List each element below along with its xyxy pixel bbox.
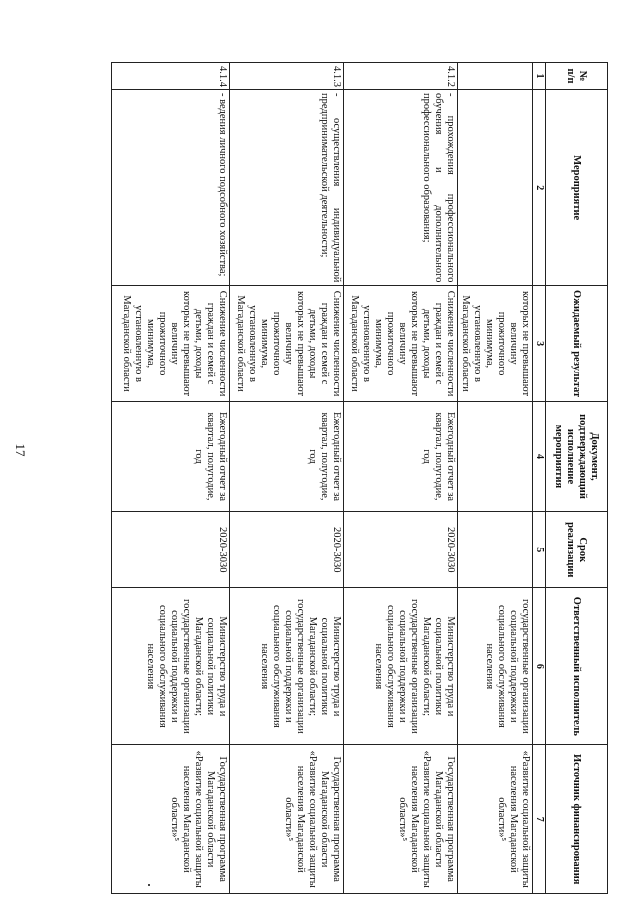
row-term: 2020-3030 [344,512,458,588]
row-document: Ежегодный отчет за квартал, полугодие, год [230,401,344,511]
row-document: Ежегодный отчет за квартал, полугодие, год [112,401,230,511]
row-executor: Министерство труда и социальной политики Магаданской области; государственные организации социальной поддержки и социального обслуживания населения [344,588,458,745]
header-term: Срок реализации [546,512,608,588]
header-document: Документ, подтверждающий исполнение мероприятия [546,401,608,511]
column-number: 4 [533,401,546,511]
row-num [458,63,533,90]
column-number: 7 [533,745,546,894]
row-term: 2020-3030 [230,512,344,588]
rotated-table-page [107,62,608,894]
header-funding: Источник финансирования [546,745,608,894]
row-num: 4.1.3 [230,63,344,90]
row-activity: - прохождения профессионального обучения и дополнительного профессионального образования; [344,90,458,286]
table-row [458,63,533,894]
activities-table [111,62,608,894]
column-number: 5 [533,512,546,588]
column-number-row [533,63,546,894]
column-number: 3 [533,286,546,401]
header-num: № п/п [546,63,608,90]
header-result: Ожидаемый результат [546,286,608,401]
row-result: которых не превышают величину прожиточного минимума, установленную в Магаданской области [458,286,533,401]
row-result: Снижение численности граждан и семей с детьми, доходы которых не превышают величину прожиточного минимума, установленную в Магаданской области [344,286,458,401]
row-activity: - осуществления индивидуальной предпринимательской деятельности; [230,90,344,286]
table-row [230,63,344,894]
row-funding: Государственная программа Магаданской области «Развитие социальной защиты населения Магаданской области»⁵ [112,745,230,894]
row-funding: Государственная программа Магаданской области «Развитие социальной защиты населения Магаданской области»⁵ [230,745,344,894]
scan-speck [148,884,150,886]
column-number: 1 [533,63,546,90]
row-activity [458,90,533,286]
header-executor: Ответственный исполнитель [546,588,608,745]
row-document [458,401,533,511]
header-activity: Мероприятие [546,90,608,286]
row-funding: «Развитие социальной защиты населения Магаданской области»⁵ [458,745,533,894]
column-number: 6 [533,588,546,745]
row-term [458,512,533,588]
row-result: Снижение численности граждан и семей с детьми, доходы которых не превышают величину прожиточного минимума, установленную в Магаданской области [230,286,344,401]
row-num: 4.1.4 [112,63,230,90]
table-row [112,63,230,894]
header-row [546,63,608,894]
row-num: 4.1.2 [344,63,458,90]
table-row [344,63,458,894]
page-number: 17 [13,443,28,457]
row-term: 2020-3030 [112,512,230,588]
row-executor: Министерство труда и социальной политики Магаданской области; государственные организации социальной поддержки и социального обслуживания населения [112,588,230,745]
column-number: 2 [533,90,546,286]
row-activity: - ведения личного подсобного хозяйства; [112,90,230,286]
row-executor: Министерство труда и социальной политики Магаданской области; государственные организации социальной поддержки и социального обслуживания населения [230,588,344,745]
row-funding: Государственная программа Магаданской области «Развитие социальной защиты населения Магаданской области»⁵ [344,745,458,894]
row-result: Снижение численности граждан и семей с детьми, доходы которых не превышают величину прожиточного минимума, установленную в Магаданской области [112,286,230,401]
row-executor: государственные организации социальной поддержки и социального обслуживания населения [458,588,533,745]
row-document: Ежегодный отчет за квартал, полугодие, год [344,401,458,511]
